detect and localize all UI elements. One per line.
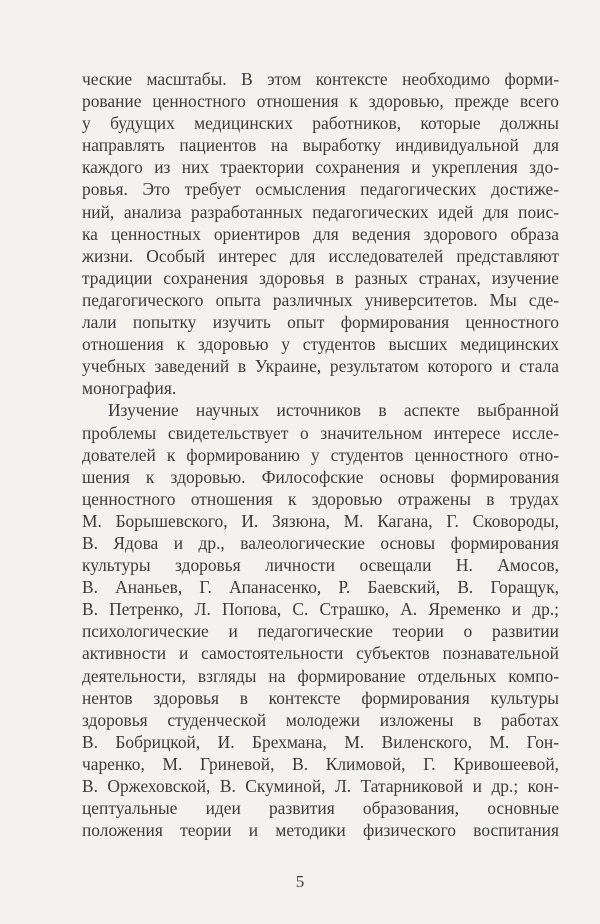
text-line: рование ценностного отношения к здоровью, прежде всего — [82, 91, 559, 112]
page-number: 5 — [295, 872, 305, 891]
text-line: шения к здоровью. Философские основы формирования — [82, 466, 559, 487]
text-line: М. Борышевского, И. Зязюна, М. Кагана, Г. Сковороды, — [82, 510, 559, 531]
text-line: у будущих медицинских работников, которые должны — [82, 113, 559, 134]
text-line: направлять пациентов на выработку индивидуальной для — [82, 135, 559, 156]
text-line: отношения к здоровью у студентов высших медицинских — [82, 334, 559, 355]
text-line: ка ценностных ориентиров для ведения здорового образа — [82, 223, 559, 244]
text-line: ний, анализа разработанных педагогических идей для поис- — [82, 201, 559, 222]
body-text — [82, 68, 559, 841]
text-line: В. Оржеховской, В. Скуминой, Л. Татарниковой и др.; кон- — [82, 776, 559, 796]
text-line: нентов здоровья в контексте формирования культуры — [82, 687, 559, 708]
text-line: положения теории и методики физического воспитания — [82, 820, 559, 841]
text-line: проблемы свидетельствует о значительном интересе иссле- — [82, 422, 559, 443]
text-line: дователей к формированию у студентов ценностного отно- — [82, 444, 559, 465]
text-line: каждого из них траектории сохранения и укрепления здо- — [82, 157, 559, 178]
text-line: традиции сохранения здоровья в разных странах, изучение — [82, 267, 559, 288]
text-line: ческие масштабы. В этом контексте необходимо форми- — [82, 69, 559, 89]
text-line: жизни. Особый интерес для исследователей представляют — [82, 245, 559, 266]
text-line: лали попытку изучить опыт формирования ценностного — [82, 312, 559, 333]
text-line: активности и самостоятельности субъектов познавательной — [82, 643, 559, 664]
text-line: ценностного отношения к здоровью отражены в трудах — [82, 488, 559, 509]
text-line: культуры здоровья личности освещали Н. Амосов, — [82, 555, 559, 576]
text-line: педагогического опыта различных университетов. Мы сде- — [82, 289, 559, 310]
text-line: В. Бобрицкой, И. Брехмана, М. Виленского, М. Гон- — [82, 731, 559, 752]
text-line: цептуальные идеи развития образования, основные — [82, 798, 559, 819]
text-line: В. Ядова и др., валеологические основы формирования — [82, 532, 559, 553]
text-line: монография. — [82, 378, 177, 399]
text-line: Изучение научных источников в аспекте выбранной — [108, 400, 559, 421]
text-line: здоровья студенческой молодежи изложены в работах — [82, 709, 559, 730]
text-line: В. Петренко, Л. Попова, С. Страшко, А. Яременко и др.; — [82, 599, 559, 620]
text-line: деятельности, взгляды на формирование отдельных компо- — [82, 665, 559, 686]
text-line: чаренко, М. Гриневой, В. Климовой, Г. Кривошеевой, — [82, 753, 559, 774]
text-line: ровья. Это требует осмысления педагогических достиже- — [82, 179, 559, 200]
text-line: В. Ананьев, Г. Апанасенко, Р. Баевский, В. Горащук, — [82, 577, 559, 598]
text-line: учебных заведений в Украине, результатом которого и стала — [82, 356, 559, 377]
text-line: психологические и педагогические теории о развитии — [82, 621, 559, 642]
